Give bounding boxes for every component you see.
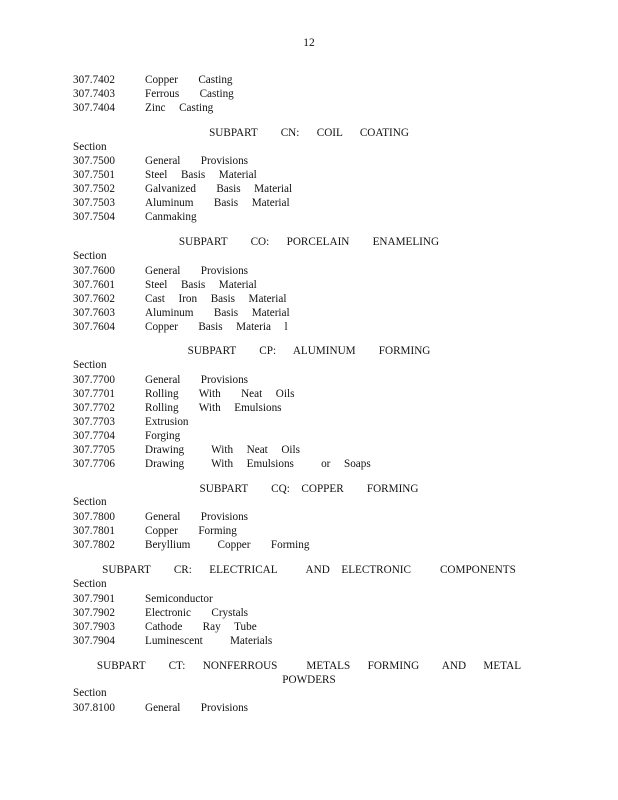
list-item [73, 73, 233, 87]
section-number: 307.7904 [73, 635, 115, 647]
list-item [73, 634, 272, 648]
page-number: 12 [303, 37, 315, 49]
subpart-heading: SUBPART CP: ALUMINUM FORMING [187, 345, 431, 357]
list-item [73, 101, 213, 115]
section-column-label: Section [73, 141, 107, 153]
list-item [73, 87, 234, 101]
section-title: Ferrous Casting [145, 88, 234, 100]
section-title: Zinc Casting [145, 102, 214, 114]
section-title: Luminescent Materials [145, 635, 273, 647]
section-title: Cast Iron Basis Material [145, 293, 287, 305]
list-item [73, 182, 292, 196]
list-item [73, 278, 257, 292]
section-title: Copper Casting [145, 74, 233, 86]
section-number: 307.7705 [73, 444, 115, 456]
section-number: 307.7700 [73, 374, 115, 386]
list-item [73, 457, 371, 471]
list-item [73, 264, 248, 278]
section-number: 307.7704 [73, 430, 115, 442]
section-number: 307.7706 [73, 458, 115, 470]
list-item [73, 620, 257, 634]
section-number: 307.7903 [73, 621, 115, 633]
section-number: 307.7501 [73, 169, 115, 181]
section-column-label: Section [73, 496, 107, 508]
section-title: General Provisions [145, 511, 249, 523]
subpart-heading: SUBPART CN: COIL COATING [209, 127, 409, 139]
section-title: Electronic Crystals [145, 607, 249, 619]
section-title: Forging [145, 430, 181, 442]
list-item [73, 429, 180, 443]
list-item [73, 373, 248, 387]
section-number: 307.7402 [73, 74, 115, 86]
list-item [73, 701, 248, 715]
section-number: 307.7403 [73, 88, 115, 100]
section-column-label: Section [73, 687, 107, 699]
section-title: Semiconductor [145, 593, 213, 605]
list-item [73, 524, 237, 538]
section-title: Rolling With Emulsions [145, 402, 282, 414]
section-title: General Provisions [145, 374, 249, 386]
list-item [73, 415, 189, 429]
section-title: Steel Basis Material [145, 279, 257, 291]
subpart-heading: SUBPART CT: NONFERROUS METALS FORMING AND METAL [96, 660, 522, 672]
section-title: Copper Basis Materia l [145, 321, 288, 333]
list-item [73, 443, 300, 457]
section-column-label: Section [73, 250, 107, 262]
list-item [73, 168, 257, 182]
section-title: Aluminum Basis Material [145, 307, 290, 319]
section-title: Extrusion [145, 416, 189, 428]
section-title: Beryllium Copper Forming [145, 539, 310, 551]
section-number: 307.7801 [73, 525, 115, 537]
section-number: 307.7601 [73, 279, 115, 291]
section-title: Canmaking [145, 211, 197, 223]
section-number: 307.7604 [73, 321, 115, 333]
section-title: Aluminum Basis Material [145, 197, 290, 209]
section-column-label: Section [73, 359, 107, 371]
section-title: General Provisions [145, 702, 249, 714]
subpart-heading: SUBPART CQ: COPPER FORMING [199, 483, 419, 495]
section-number: 307.7902 [73, 607, 115, 619]
section-title: Copper Forming [145, 525, 237, 537]
section-number: 307.7802 [73, 539, 115, 551]
section-number: 307.7603 [73, 307, 115, 319]
subpart-heading: SUBPART CO: PORCELAIN ENAMELING [178, 236, 440, 248]
section-title: Steel Basis Material [145, 169, 257, 181]
list-item [73, 592, 213, 606]
section-title: General Provisions [145, 265, 249, 277]
section-number: 307.7500 [73, 155, 115, 167]
section-number: 307.7503 [73, 197, 115, 209]
section-number: 307.7600 [73, 265, 115, 277]
section-number: 307.7504 [73, 211, 115, 223]
section-number: 307.7901 [73, 593, 115, 605]
section-title: Drawing With Emulsions or Soaps [145, 458, 371, 470]
section-number: 307.7404 [73, 102, 115, 114]
section-number: 307.8100 [73, 702, 115, 714]
list-item [73, 292, 286, 306]
section-title: Rolling With Neat Oils [145, 388, 295, 400]
list-item [73, 196, 290, 210]
list-item [73, 538, 309, 552]
section-number: 307.7702 [73, 402, 115, 414]
section-number: 307.7703 [73, 416, 115, 428]
list-item [73, 510, 248, 524]
section-number: 307.7800 [73, 511, 115, 523]
list-item [73, 154, 248, 168]
section-column-label: Section [73, 578, 107, 590]
subpart-heading: SUBPART CR: ELECTRICAL AND ELECTRONIC COMPONENTS [102, 564, 516, 576]
list-item [73, 210, 197, 224]
section-title: Drawing With Neat Oils [145, 444, 301, 456]
section-number: 307.7502 [73, 183, 115, 195]
section-number: 307.7602 [73, 293, 115, 305]
list-item [73, 306, 290, 320]
section-title: General Provisions [145, 155, 249, 167]
section-title: Galvanized Basis Material [145, 183, 293, 195]
section-number: 307.7701 [73, 388, 115, 400]
list-item [73, 387, 294, 401]
list-item [73, 401, 282, 415]
section-title: Cathode Ray Tube [145, 621, 257, 633]
subpart-heading-continuation: POWDERS [282, 674, 336, 686]
list-item [73, 320, 288, 334]
list-item [73, 606, 248, 620]
